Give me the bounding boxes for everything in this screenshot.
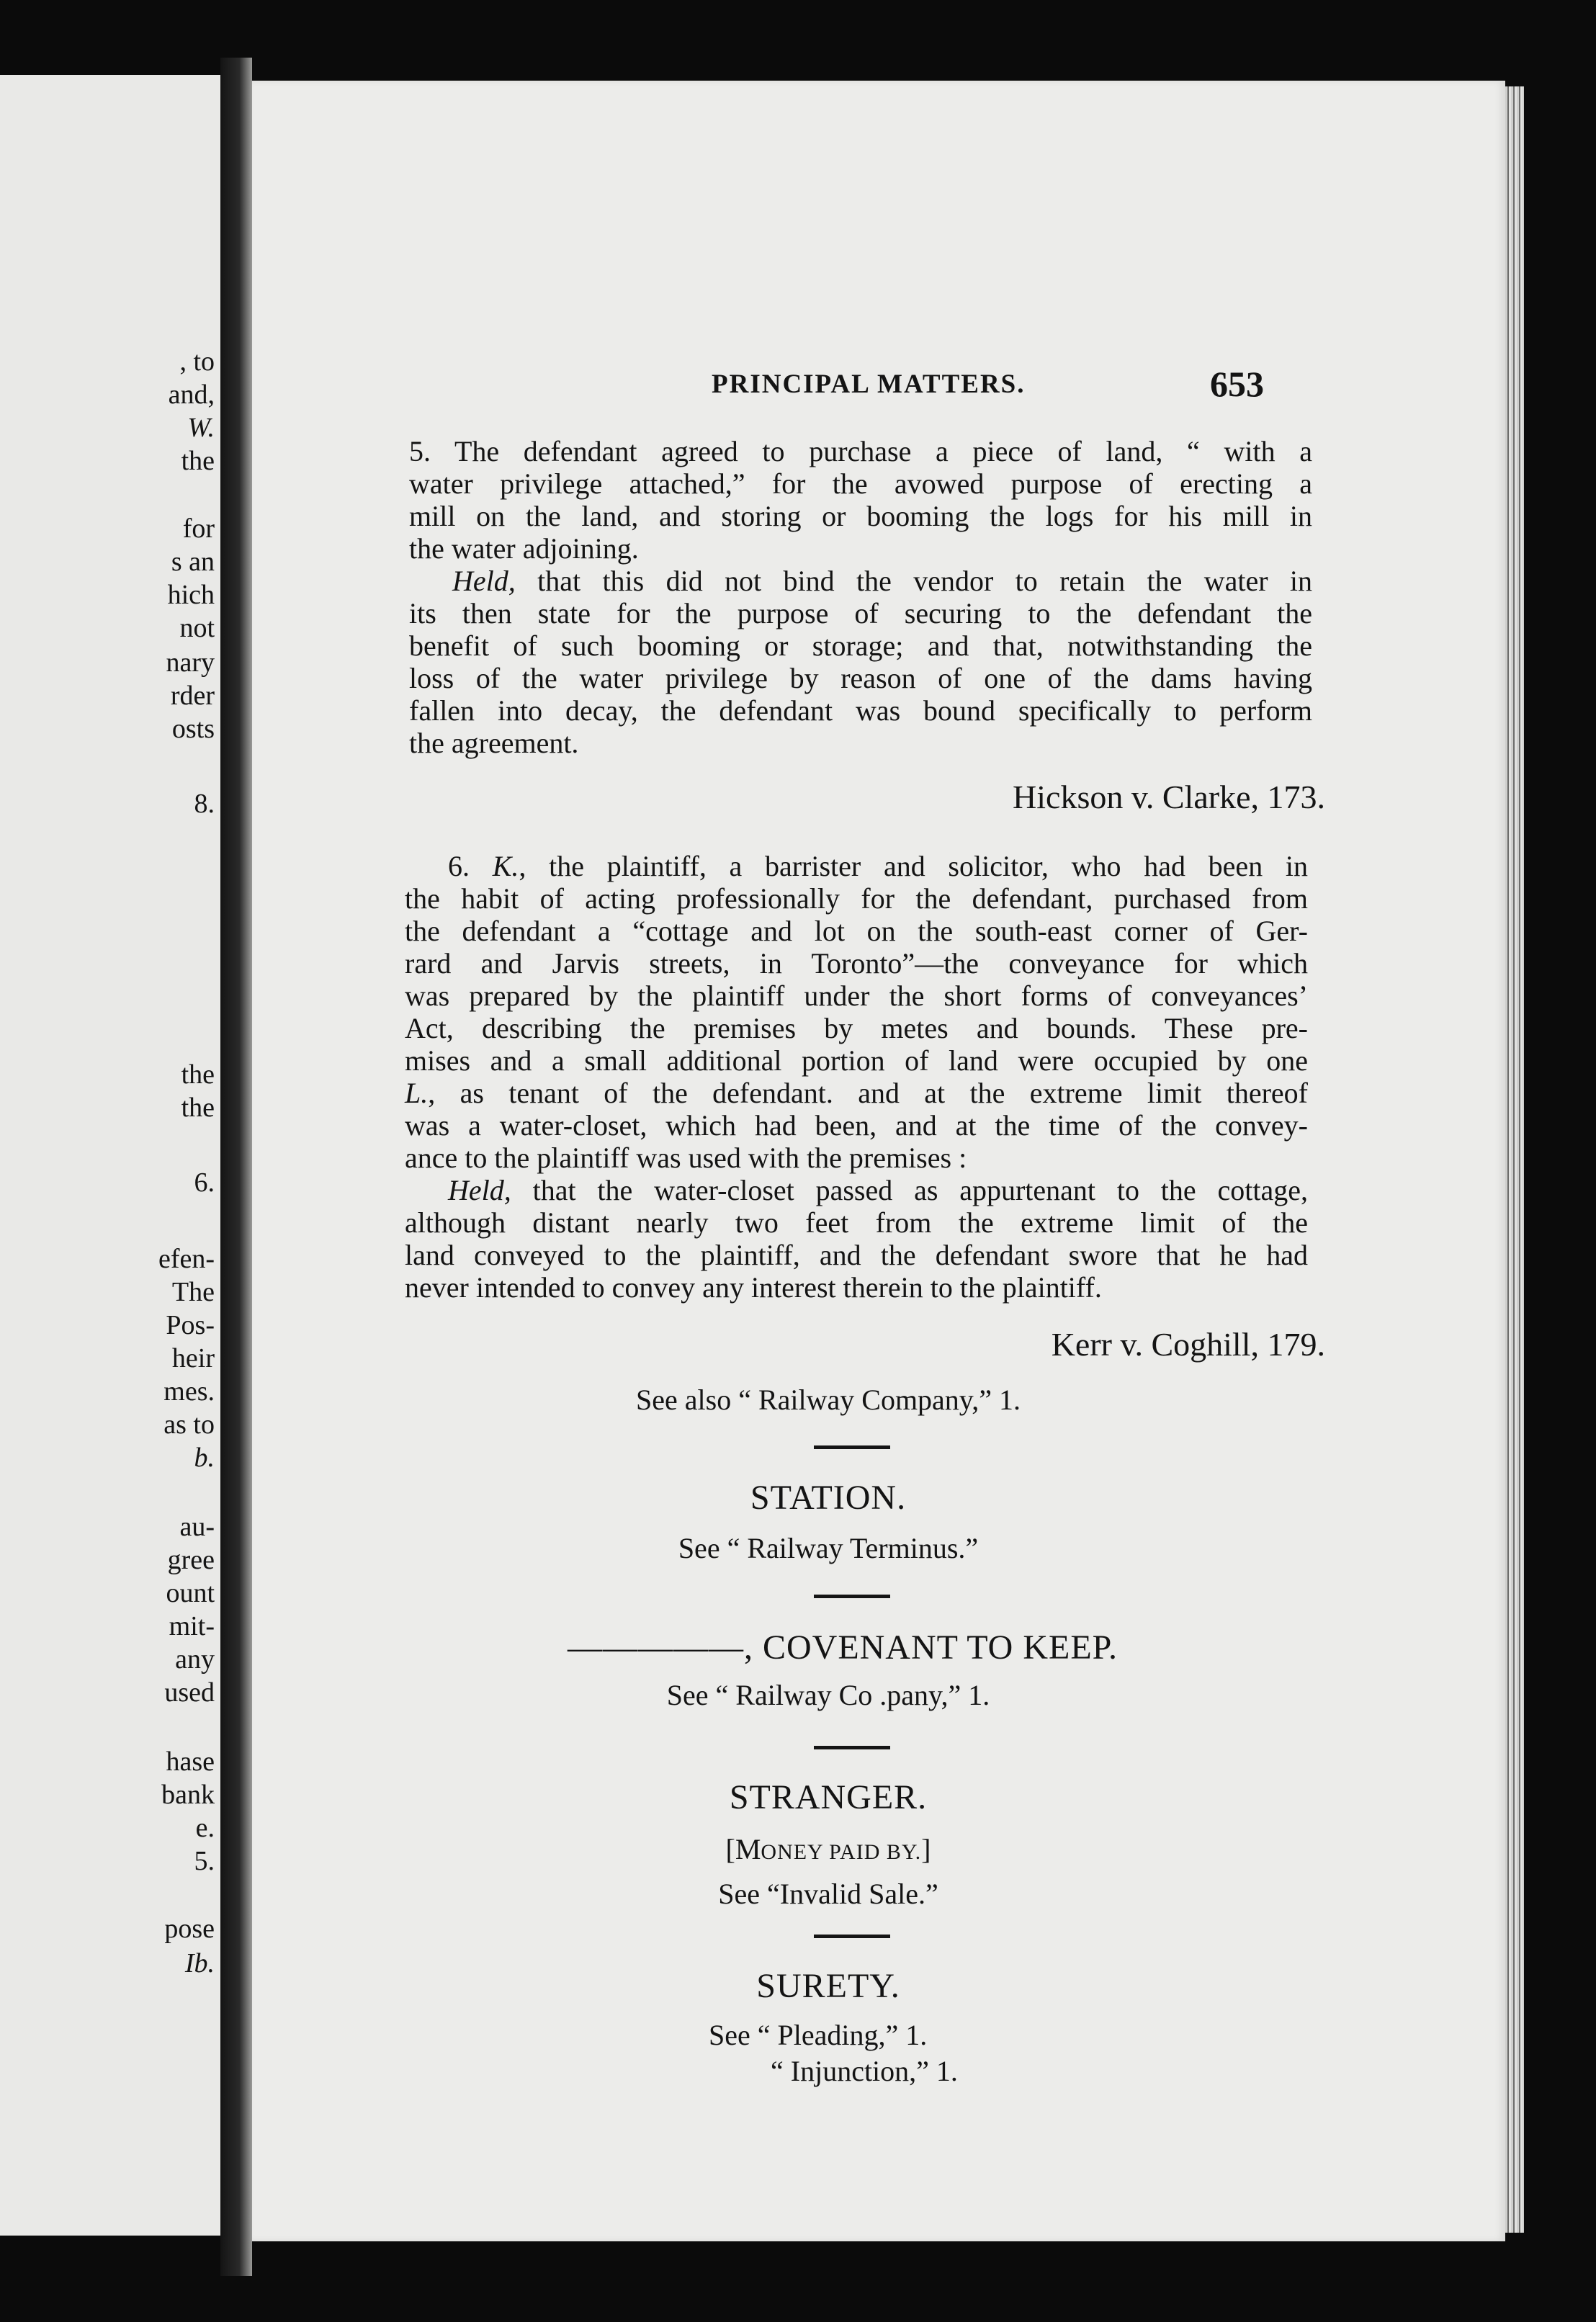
subheading-money-paid-by	[202, 1832, 1455, 1866]
left-page-fragment: nary	[166, 647, 215, 678]
entry-5-line: water privilege attached,” for the avowed purpose of erecting a	[409, 467, 1312, 500]
heading-station: STATION.	[750, 1479, 907, 1517]
left-page-fragment: the	[181, 1093, 215, 1123]
left-page-fragment: hase	[166, 1747, 215, 1777]
left-page-fragment: mit-	[169, 1611, 215, 1641]
left-page-fragment: Pos-	[166, 1310, 215, 1340]
left-page-fragment: for	[182, 514, 215, 544]
left-page-fragment: heir	[171, 1343, 215, 1373]
name-l: L.	[405, 1077, 429, 1109]
left-page-fragment: gree	[167, 1545, 215, 1575]
left-page-fragment: 6.	[194, 1167, 215, 1198]
see-invalid-sale: See “Invalid Sale.”	[718, 1878, 938, 1910]
left-page-fragment: ount	[166, 1578, 215, 1608]
entry-6-first-line	[405, 850, 1308, 882]
entry-5-line: 5. The defendant agreed to purchase a piece of land, “ with a	[409, 435, 1312, 467]
entry-6-held-line: land conveyed to the plaintiff, and the defendant swore that he had	[405, 1239, 1308, 1271]
entry-6-l-line	[405, 1077, 1308, 1109]
left-page-fragment: The	[171, 1277, 215, 1307]
entry-5-held-text: that this did not bind the vendor to retain the water in	[515, 565, 1312, 597]
heading-covenant-to-keep: —————, COVENANT TO KEEP.	[567, 1628, 1118, 1667]
left-page-fragment: used	[164, 1677, 215, 1708]
entry-6-number: 6.	[448, 850, 493, 882]
bracket-open: [	[725, 1833, 735, 1865]
left-page-fragment: and,	[168, 380, 215, 410]
entry-5-line: mill on the land, and storing or booming the logs for his mill in	[409, 500, 1312, 532]
left-facing-page	[0, 75, 220, 2236]
left-page-fragment: e.	[195, 1813, 215, 1843]
citation-hickson: Hickson v. Clarke, 173.	[1013, 779, 1325, 815]
left-page-fragment: pose	[164, 1914, 215, 1944]
left-page-fragment: as to	[163, 1409, 215, 1440]
entry-6-line: ance to the plaintiff was used with the premises :	[405, 1142, 967, 1174]
left-page-fragment: W.	[187, 413, 215, 443]
heading-surety: SURETY.	[756, 1967, 900, 2005]
entry-5-line: the water adjoining.	[409, 532, 639, 565]
left-page-fragment: not	[179, 613, 215, 643]
see-railway-company: See “ Railway Co .pany,” 1.	[666, 1679, 990, 1711]
entry-6-line: the habit of acting professionally for the defendant, purchased from	[405, 882, 1308, 915]
left-page-fragment: Ib.	[184, 1948, 215, 1978]
see-pleading: See “ Pleading,” 1.	[709, 2019, 928, 2051]
entry-6-first-text: , the plaintiff, a barrister and solicitor, who had been in	[519, 850, 1309, 882]
entry-5-held-line: loss of the water privilege by reason of one of the dams having	[409, 662, 1312, 694]
entry-6-l-text: , as tenant of the defendant. and at the extreme limit thereof	[428, 1077, 1308, 1109]
left-page-fragment: rder	[170, 681, 215, 711]
name-k: K.	[492, 850, 519, 882]
entry-6-line: rard and Jarvis streets, in Toronto”—the conveyance for which	[405, 947, 1308, 980]
left-page-fragment: the	[181, 1059, 215, 1090]
see-also-railway-company: See also “ Railway Company,” 1.	[636, 1384, 1021, 1416]
entry-6-held-line: never intended to convey any interest therein to the plaintiff.	[405, 1271, 1102, 1304]
held-word: Held,	[448, 1174, 511, 1206]
smallcaps-rest: ONEY PAID BY.	[761, 1840, 922, 1864]
left-page-fragment: mes.	[163, 1376, 215, 1407]
left-page-fragment: the	[181, 446, 215, 476]
left-page-fragment: any	[175, 1644, 215, 1675]
entry-5-held-line: benefit of such booming or storage; and that, notwithstanding the	[409, 629, 1312, 662]
entry-6-held-line: although distant nearly two feet from the extreme limit of the	[405, 1206, 1308, 1239]
left-page-fragment: bank	[161, 1780, 215, 1810]
entry-6	[405, 850, 1308, 1304]
entry-6-line: the defendant a “cottage and lot on the south-east corner of Ger-	[405, 915, 1308, 947]
page-header	[252, 364, 1505, 412]
section-rule	[814, 1746, 890, 1749]
left-page-fragment: 5.	[194, 1846, 215, 1876]
running-head: PRINCIPAL MATTERS.	[712, 369, 1026, 399]
entry-6-line: Act, describing the premises by metes and bounds. These pre-	[405, 1012, 1308, 1044]
entry-6-line: was a water-closet, which had been, and at the time of the convey-	[405, 1109, 1308, 1142]
main-page	[252, 81, 1505, 2241]
see-injunction: “ Injunction,” 1.	[771, 2055, 958, 2087]
left-page-fragment: hich	[167, 580, 215, 610]
entry-5-held-line: its then state for the purpose of securing to the defendant the	[409, 597, 1312, 629]
left-page-fragment: efen-	[158, 1244, 215, 1274]
citation-kerr: Kerr v. Coghill, 179.	[1051, 1326, 1325, 1363]
entry-6-line: mises and a small additional portion of land were occupied by one	[405, 1044, 1308, 1077]
page-number: 653	[1210, 364, 1264, 404]
section-rule	[814, 1595, 890, 1598]
book-gutter	[220, 58, 252, 2276]
section-rule	[814, 1935, 890, 1938]
entry-5-held-line: the agreement.	[409, 727, 579, 759]
entry-6-held-text: that the water-closet passed as appurtenant to the cottage,	[511, 1174, 1308, 1206]
left-page-fragment: osts	[171, 714, 215, 744]
entry-6-line: was prepared by the plaintiff under the short forms of conveyances’	[405, 980, 1308, 1012]
bracket-close: ]	[921, 1833, 931, 1865]
left-page-fragment: au-	[179, 1512, 215, 1542]
left-page-fragment: 8.	[194, 789, 215, 819]
page-edge-stack	[1505, 86, 1524, 2233]
entry-5-held-line: fallen into decay, the defendant was bound specifically to perform	[409, 694, 1312, 727]
left-page-fragment: , to	[179, 346, 215, 377]
smallcaps-initial: M	[735, 1833, 761, 1865]
section-rule	[814, 1445, 890, 1449]
left-page-fragment: s an	[171, 547, 215, 577]
left-page-fragment: b.	[194, 1443, 215, 1473]
entry-5-held-line	[409, 565, 1312, 597]
held-word: Held,	[452, 565, 516, 597]
entry-6-held-line	[405, 1174, 1308, 1206]
entry-5	[409, 435, 1312, 759]
heading-stranger: STRANGER.	[729, 1778, 928, 1816]
see-railway-terminus: See “ Railway Terminus.”	[678, 1532, 979, 1564]
